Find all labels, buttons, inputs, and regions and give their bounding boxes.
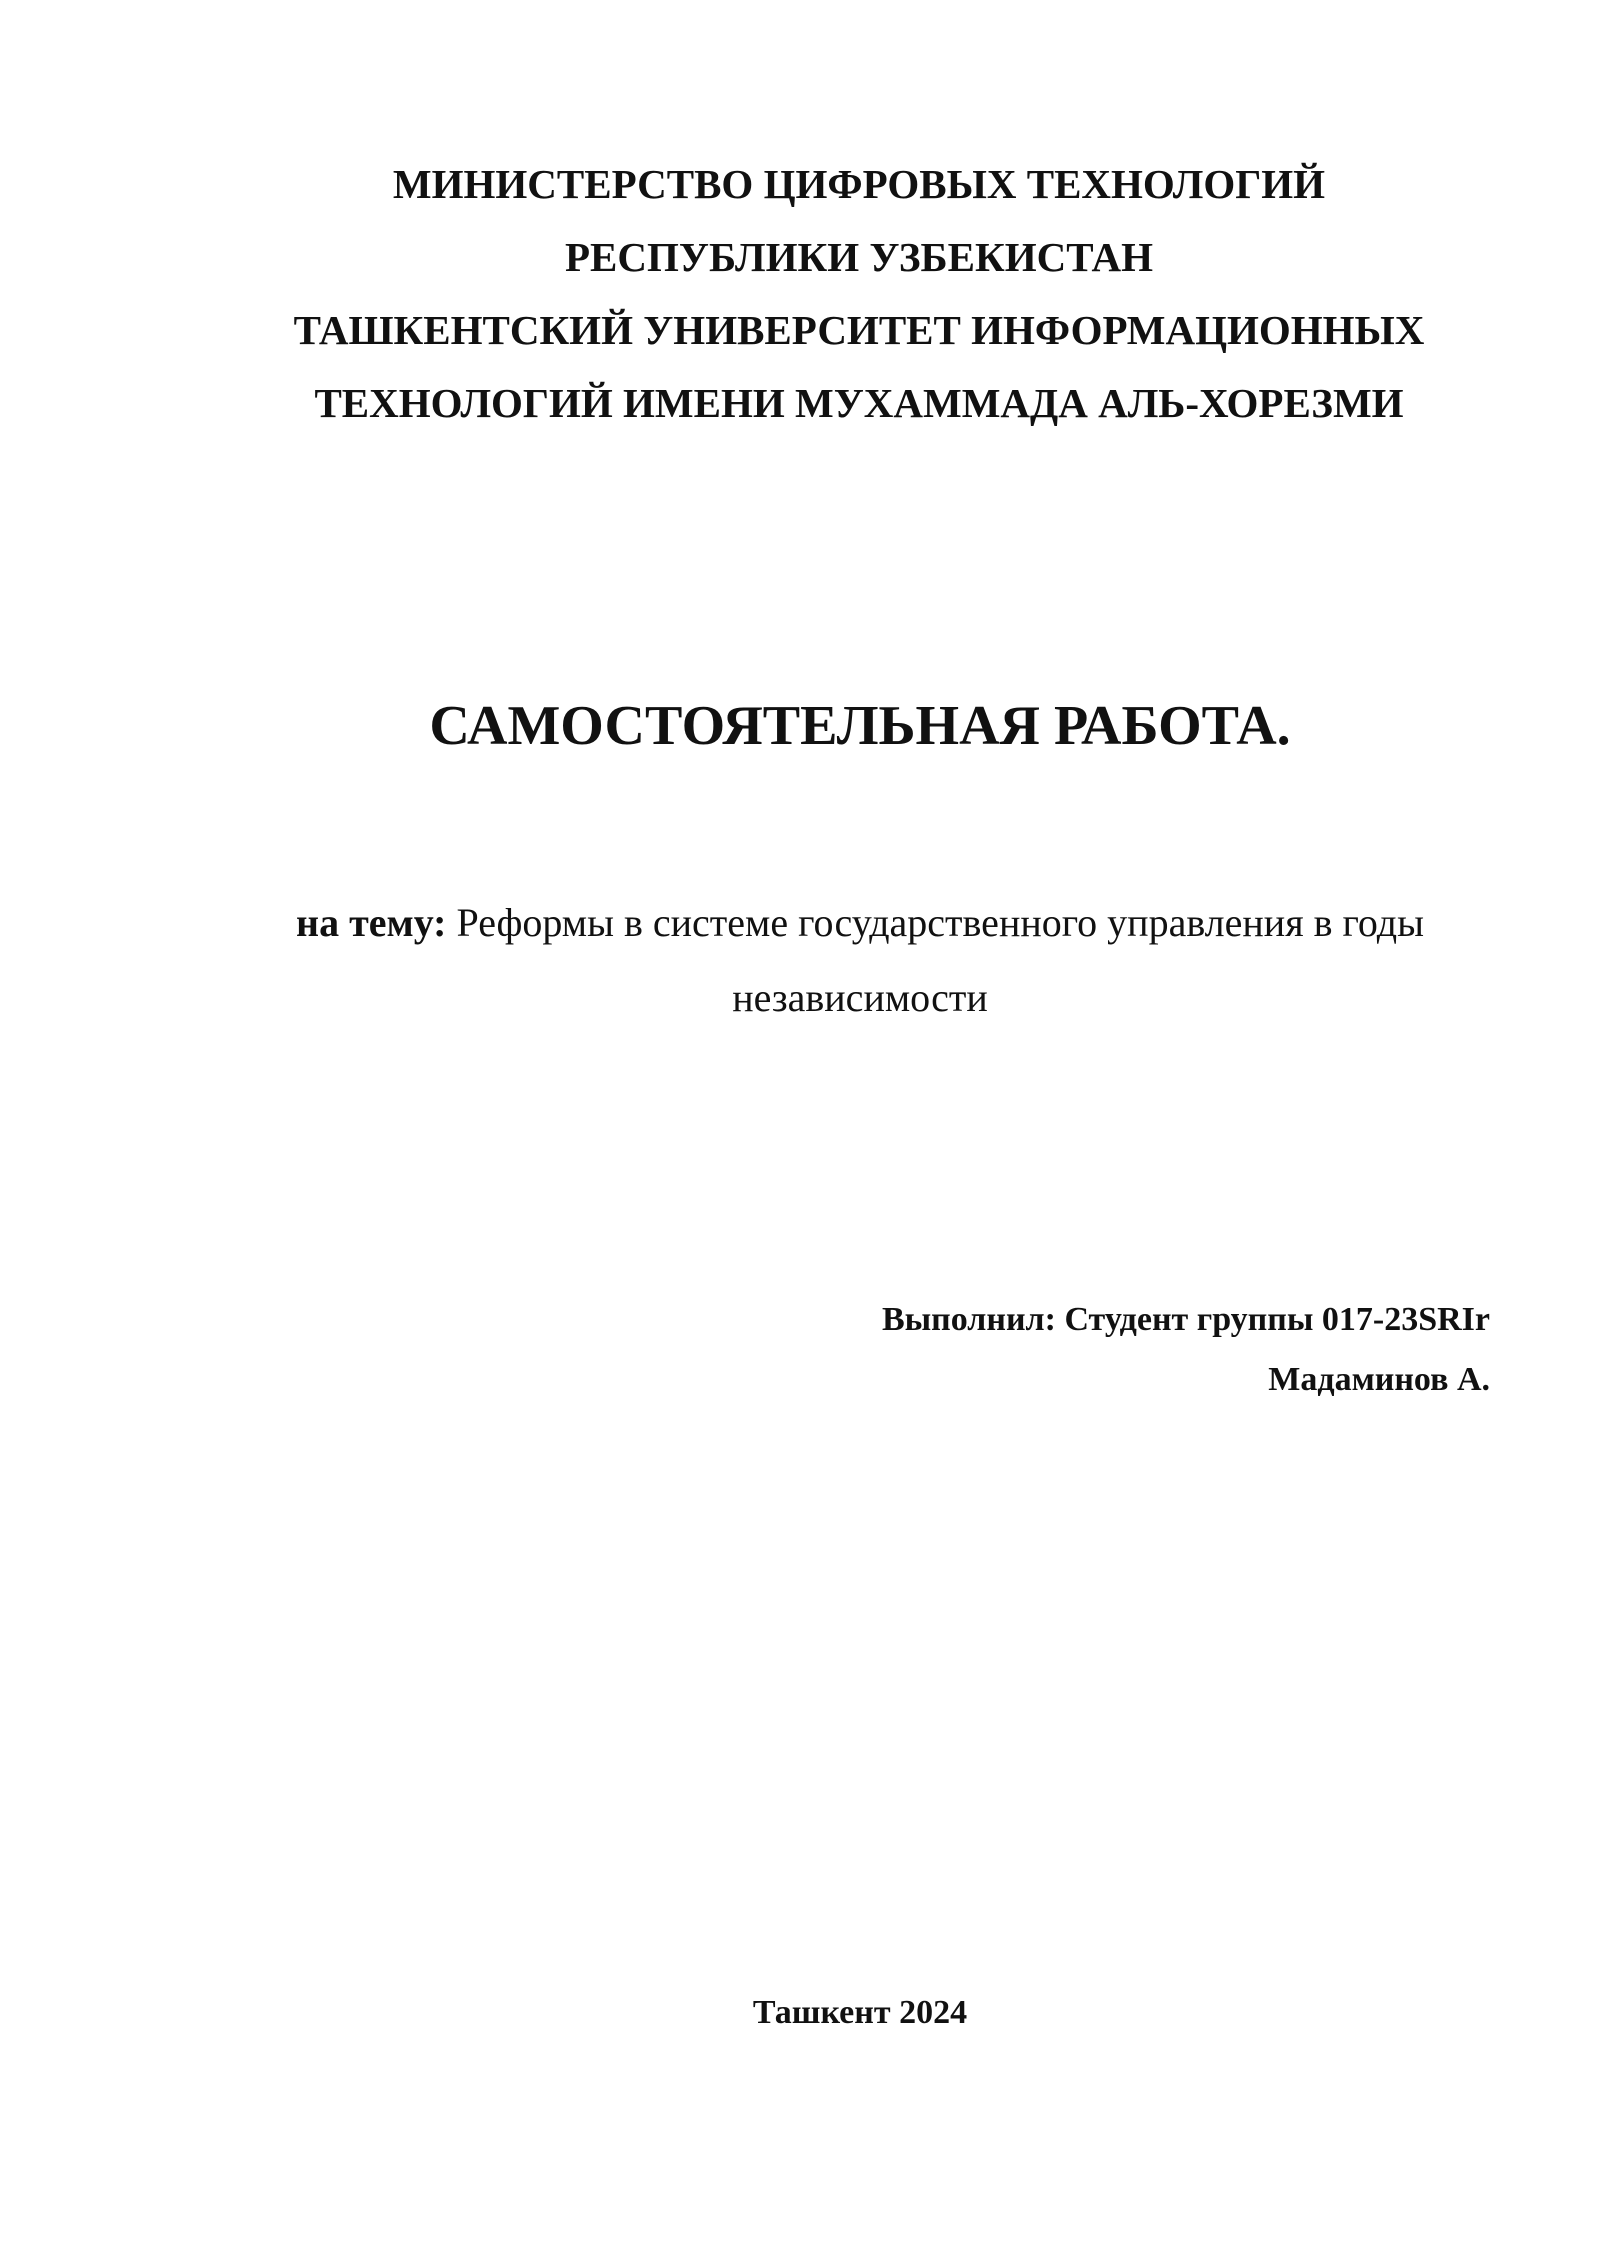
ministry-header bbox=[0, 148, 1600, 440]
document-title: САМОСТОЯТЕЛЬНАЯ РАБОТА. bbox=[429, 695, 1291, 757]
header-line-1: МИНИСТЕРСТВО ЦИФРОВЫХ ТЕХНОЛОГИЙ bbox=[392, 161, 1326, 207]
author-group-line: Выполнил: Студент группы 017-23SRIr bbox=[881, 1301, 1490, 1338]
author-name: Мадаминов А. bbox=[1268, 1361, 1490, 1398]
topic-paragraph bbox=[245, 885, 1475, 1035]
header-line-4: ТЕХНОЛОГИЙ ИМЕНИ МУХАММАДА АЛЬ-ХОРЕЗМИ bbox=[314, 380, 1404, 426]
topic-text: Реформы в системе государственного управления в годы независимости bbox=[446, 900, 1424, 1020]
topic-label: на тему: bbox=[296, 900, 447, 945]
author-block bbox=[882, 1290, 1490, 1410]
city-year: Ташкент 2024 bbox=[752, 1994, 968, 2031]
header-line-3: ТАШКЕНТСКИЙ УНИВЕРСИТЕТ ИНФОРМАЦИОННЫХ bbox=[293, 307, 1425, 353]
header-line-2: РЕСПУБЛИКИ УЗБЕКИСТАН bbox=[564, 234, 1154, 280]
